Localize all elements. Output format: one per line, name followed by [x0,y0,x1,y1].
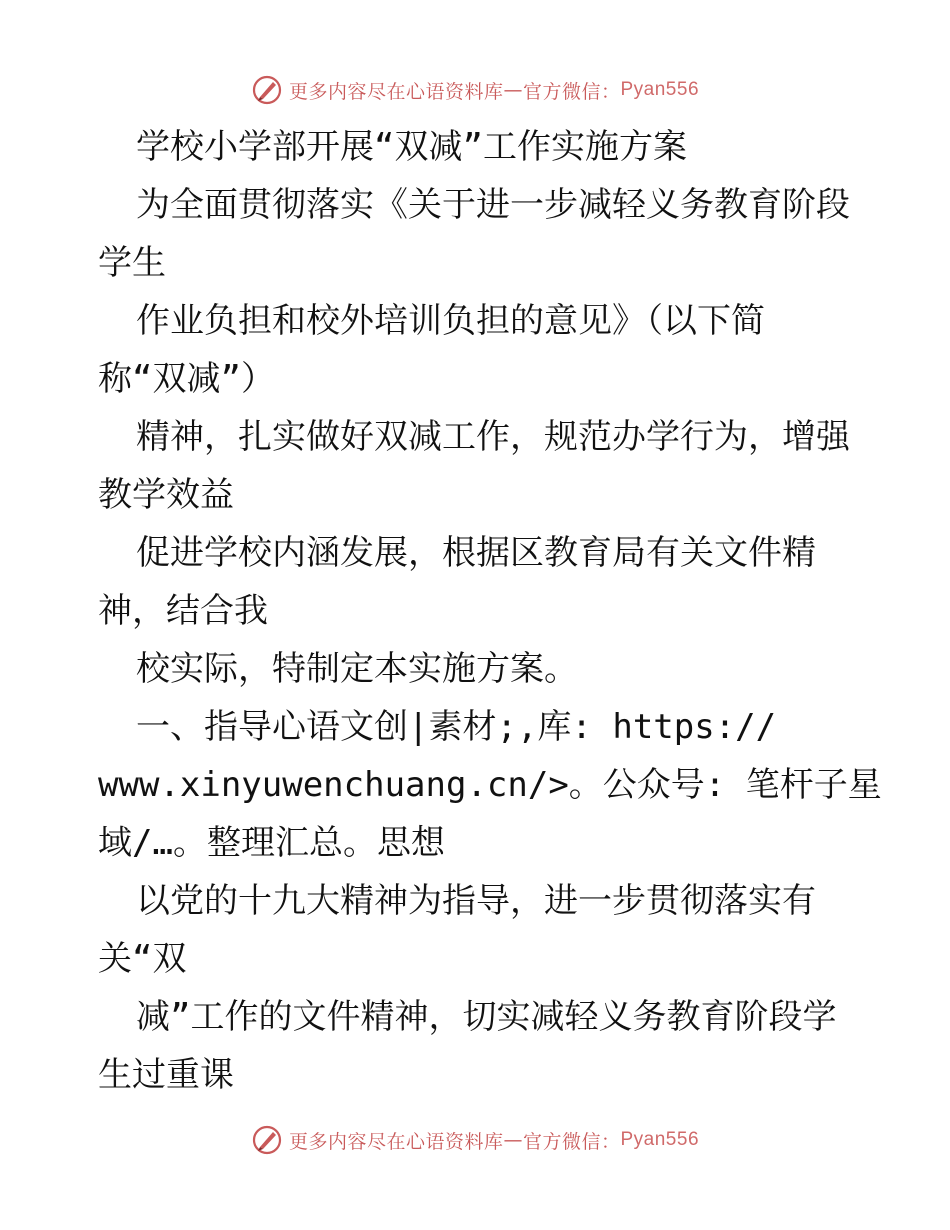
text-line: 关“双 [98,939,187,979]
banner-dash: — [503,79,523,101]
text-line: 作业负担和校外培训负担的意见》（以下简 [136,301,765,341]
quill-pen-logo-icon [251,74,283,106]
quill-pen-logo-icon [251,1124,283,1156]
text-line: 神，结合我 [98,591,268,631]
text-line: 减”工作的文件精神，切实减轻义务教育阶段学 [136,997,837,1037]
text-line: 域/…。整理汇总。思想 [98,823,445,863]
section-heading: 一、指导心语文创|素材;,库: https:// [136,707,777,747]
text-line: 以党的十九大精神为指导，进一步贯彻落实有 [136,881,816,921]
banner-wechat-id: Pyan556 [620,79,700,100]
text-line: 生过重课 [98,1055,234,1095]
header-banner [0,70,950,110]
text-line: 为全面贯彻落实《关于进一步减轻义务教育阶段 [136,185,850,225]
text-line: 促进学校内涵发展，根据区教育局有关文件精 [136,533,816,573]
banner-main-text: 更多内容尽在心语资料库 [288,80,504,103]
text-line: 称“双减”） [98,359,275,399]
document-title: 学校小学部开展“双减”工作实施方案 [136,127,687,167]
banner-main-text: 更多内容尽在心语资料库 [288,1130,504,1153]
banner-dash: — [503,1129,523,1151]
text-line: 教学效益 [98,475,234,515]
text-line: www.xinyuwenchuang.cn/>。公众号: 笔杆子星 [98,765,882,805]
footer-banner [0,1120,950,1160]
text-line: 校实际，特制定本实施方案。 [136,649,578,689]
text-line: 学生 [98,243,166,283]
text-line: 精神，扎实做好双减工作，规范办学行为，增强 [136,417,850,457]
banner-wechat-label: 官方微信： [522,1130,621,1153]
banner-wechat-label: 官方微信： [522,80,621,103]
banner-wechat-id: Pyan556 [620,1129,700,1150]
